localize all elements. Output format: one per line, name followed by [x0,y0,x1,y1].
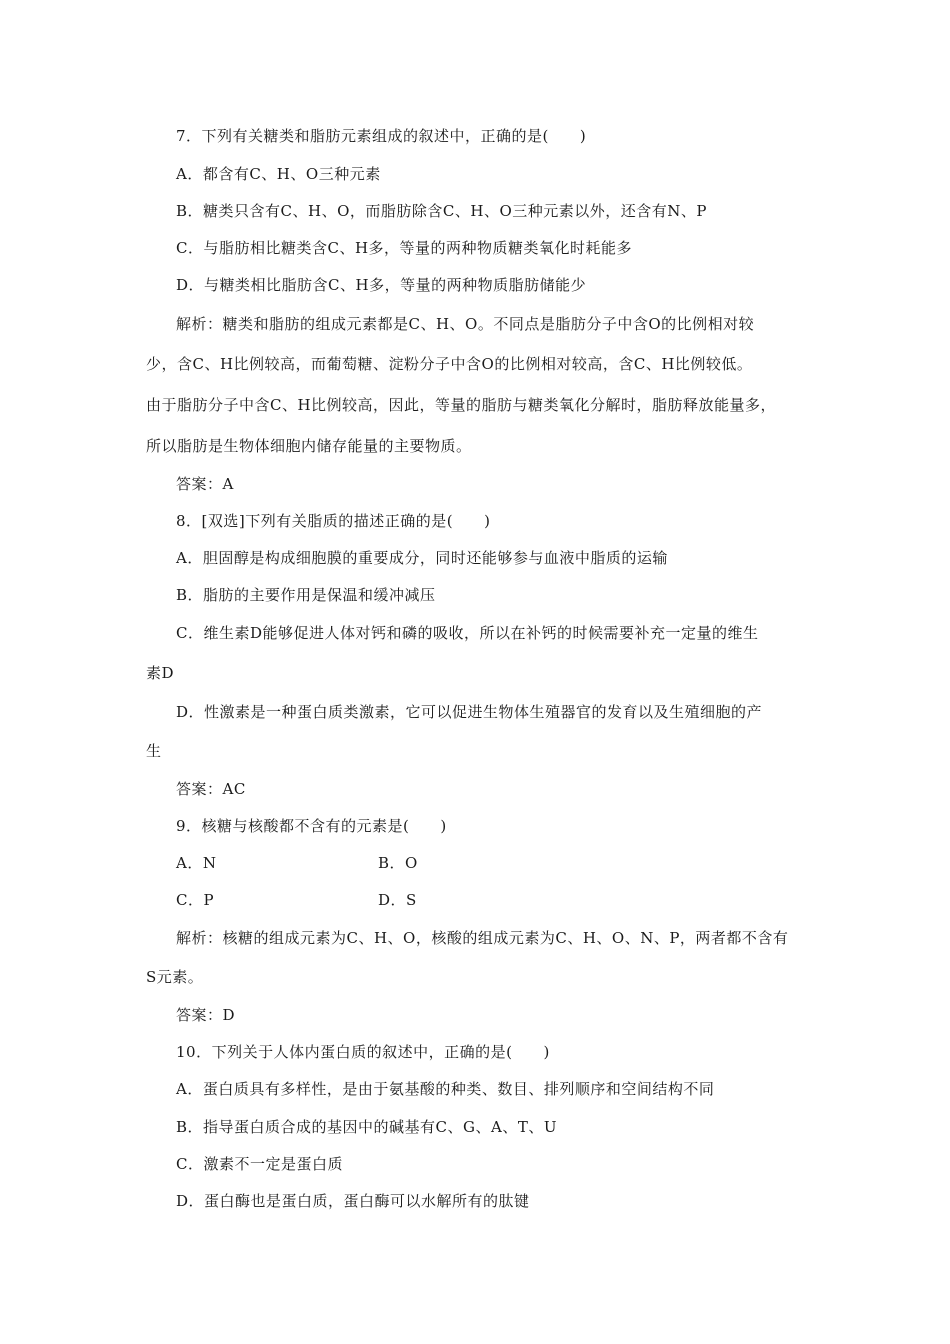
q7-analysis-line-3: 由于脂肪分子中含C、H比例较高，因此，等量的脂肪与糖类氧化分解时，脂肪释放能量多， [146,396,777,414]
q7-stem: 7．下列有关糖类和脂肪元素组成的叙述中，正确的是( ) [176,127,587,145]
q10-option-d: D．蛋白酶也是蛋白质，蛋白酶可以水解所有的肽键 [176,1192,530,1210]
q8-option-d-line-2: 生 [146,742,162,760]
q9-option-c: C．P [176,891,215,909]
q7-option-a: A．都含有C、H、O三种元素 [176,165,381,183]
q7-option-b: B．糖类只含有C、H、O，而脂肪除含C、H、O三种元素以外，还含有N、P [176,202,707,220]
q7-option-c: C．与脂肪相比糖类含C、H多，等量的两种物质糖类氧化时耗能多 [176,239,633,257]
q10-stem: 10．下列关于人体内蛋白质的叙述中，正确的是( ) [176,1043,550,1061]
q10-option-b: B．指导蛋白质合成的基因中的碱基有C、G、A、T、U [176,1118,557,1136]
q8-answer: 答案：AC [176,780,246,798]
q9-option-a: A．N [176,854,217,872]
q9-stem: 9．核糖与核酸都不含有的元素是( ) [176,817,447,835]
q9-analysis-line-1: 解析：核糖的组成元素为C、H、O，核酸的组成元素为C、H、O、N、P，两者都不含有 [176,929,789,947]
q8-option-d-line-1: D．性激素是一种蛋白质类激素，它可以促进生物体生殖器官的发育以及生殖细胞的产 [176,703,763,721]
q9-option-b: B．O [378,854,418,872]
q9-answer: 答案：D [176,1006,236,1024]
q7-analysis-line-4: 所以脂肪是生物体细胞内储存能量的主要物质。 [146,437,472,455]
q8-option-a: A．胆固醇是构成细胞膜的重要成分，同时还能够参与血液中脂质的运输 [176,549,668,567]
q9-analysis-line-2: S元素。 [146,968,204,986]
q8-stem: 8．[双选]下列有关脂质的描述正确的是( ) [176,512,491,530]
q8-option-b: B．脂肪的主要作用是保温和缓冲减压 [176,586,436,604]
q9-option-d: D．S [378,891,417,909]
q10-option-c: C．激素不一定是蛋白质 [176,1155,343,1173]
q7-analysis-line-1: 解析：糖类和脂肪的组成元素都是C、H、O。不同点是脂肪分子中含O的比例相对较 [176,315,755,333]
q10-option-a: A．蛋白质具有多样性，是由于氨基酸的种类、数目、排列顺序和空间结构不同 [176,1080,715,1098]
q7-answer: 答案：A [176,475,234,493]
q7-analysis-line-2: 少，含C、H比例较高，而葡萄糖、淀粉分子中含O的比例相对较高，含C、H比例较低。 [146,355,753,373]
q8-option-c-line-2: 素D [146,664,175,682]
q7-option-d: D．与糖类相比脂肪含C、H多，等量的两种物质脂肪储能少 [176,276,587,294]
q8-option-c-line-1: C．维生素D能够促进人体对钙和磷的吸收，所以在补钙的时候需要补充一定量的维生 [176,624,759,642]
